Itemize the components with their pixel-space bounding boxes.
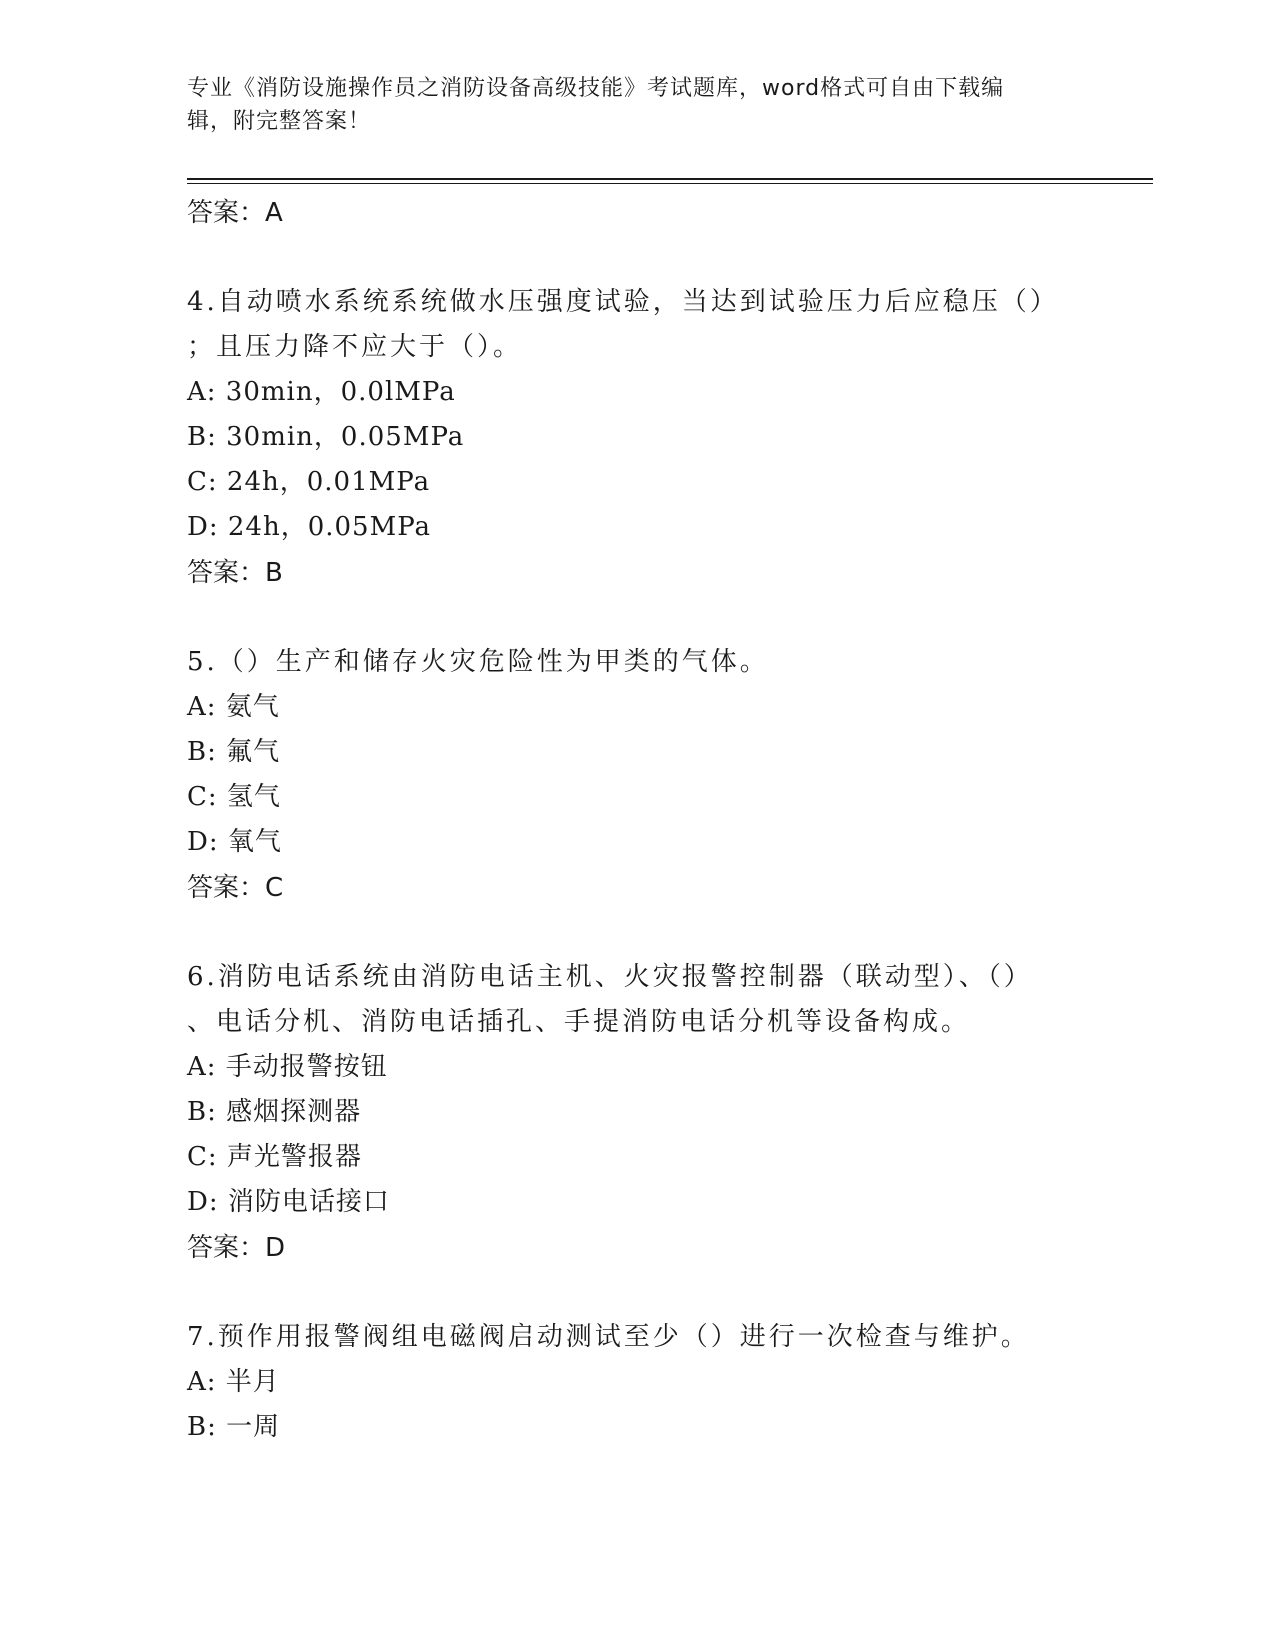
header-line-1: 专业《消防设施操作员之消防设备高级技能》考试题库，word格式可自由下载编 — [187, 76, 1005, 101]
header-rule-thin — [187, 183, 1153, 184]
question-block — [187, 1315, 1087, 1450]
question-text: 6.消防电话系统由消防电话主机、火灾报警控制器（联动型）、（） — [187, 962, 1033, 992]
answer-label: 答案：B — [187, 558, 283, 588]
option-c: C: 氢气 — [187, 782, 281, 812]
question-block — [187, 280, 1087, 596]
question-text: 5.（）生产和储存火灾危险性为甲类的气体。 — [187, 647, 769, 677]
question-block — [187, 640, 1087, 911]
header-rule-thick — [187, 178, 1153, 180]
option-c: C: 24h，0.01MPa — [187, 467, 431, 497]
option-b: B: 30min，0.05MPa — [187, 422, 465, 452]
option-a: A: 手动报警按钮 — [187, 1052, 388, 1082]
option-a: A: 氨气 — [187, 692, 280, 722]
option-b: B: 感烟探测器 — [187, 1097, 362, 1127]
document-header — [187, 72, 1087, 138]
question-text-continued: ；且压力降不应大于（）。 — [187, 332, 523, 362]
question-block — [187, 955, 1087, 1271]
question-text: 7.预作用报警阀组电磁阀启动测试至少（）进行一次检查与维护。 — [187, 1322, 1030, 1352]
question-text: 4.自动喷水系统系统做水压强度试验，当达到试验压力后应稳压（） — [187, 287, 1059, 317]
option-d: D: 消防电话接口 — [187, 1187, 390, 1217]
option-d: D: 氧气 — [187, 827, 282, 857]
option-b: B: 氟气 — [187, 737, 281, 767]
question-text-continued: 、电话分机、消防电话插孔、手提消防电话分机等设备构成。 — [187, 1007, 971, 1037]
answer-label: 答案：D — [187, 1233, 286, 1263]
option-a: A: 半月 — [187, 1367, 280, 1397]
header-line-2: 辑，附完整答案！ — [187, 109, 372, 134]
option-c: C: 声光警报器 — [187, 1142, 362, 1172]
option-d: D: 24h，0.05MPa — [187, 512, 432, 542]
option-a: A: 30min，0.0lMPa — [187, 377, 456, 407]
question-list — [187, 190, 1087, 1450]
option-b: B: 一周 — [187, 1412, 281, 1442]
answer-label: 答案：C — [187, 873, 284, 903]
answer-label: 答案：A — [187, 198, 283, 228]
